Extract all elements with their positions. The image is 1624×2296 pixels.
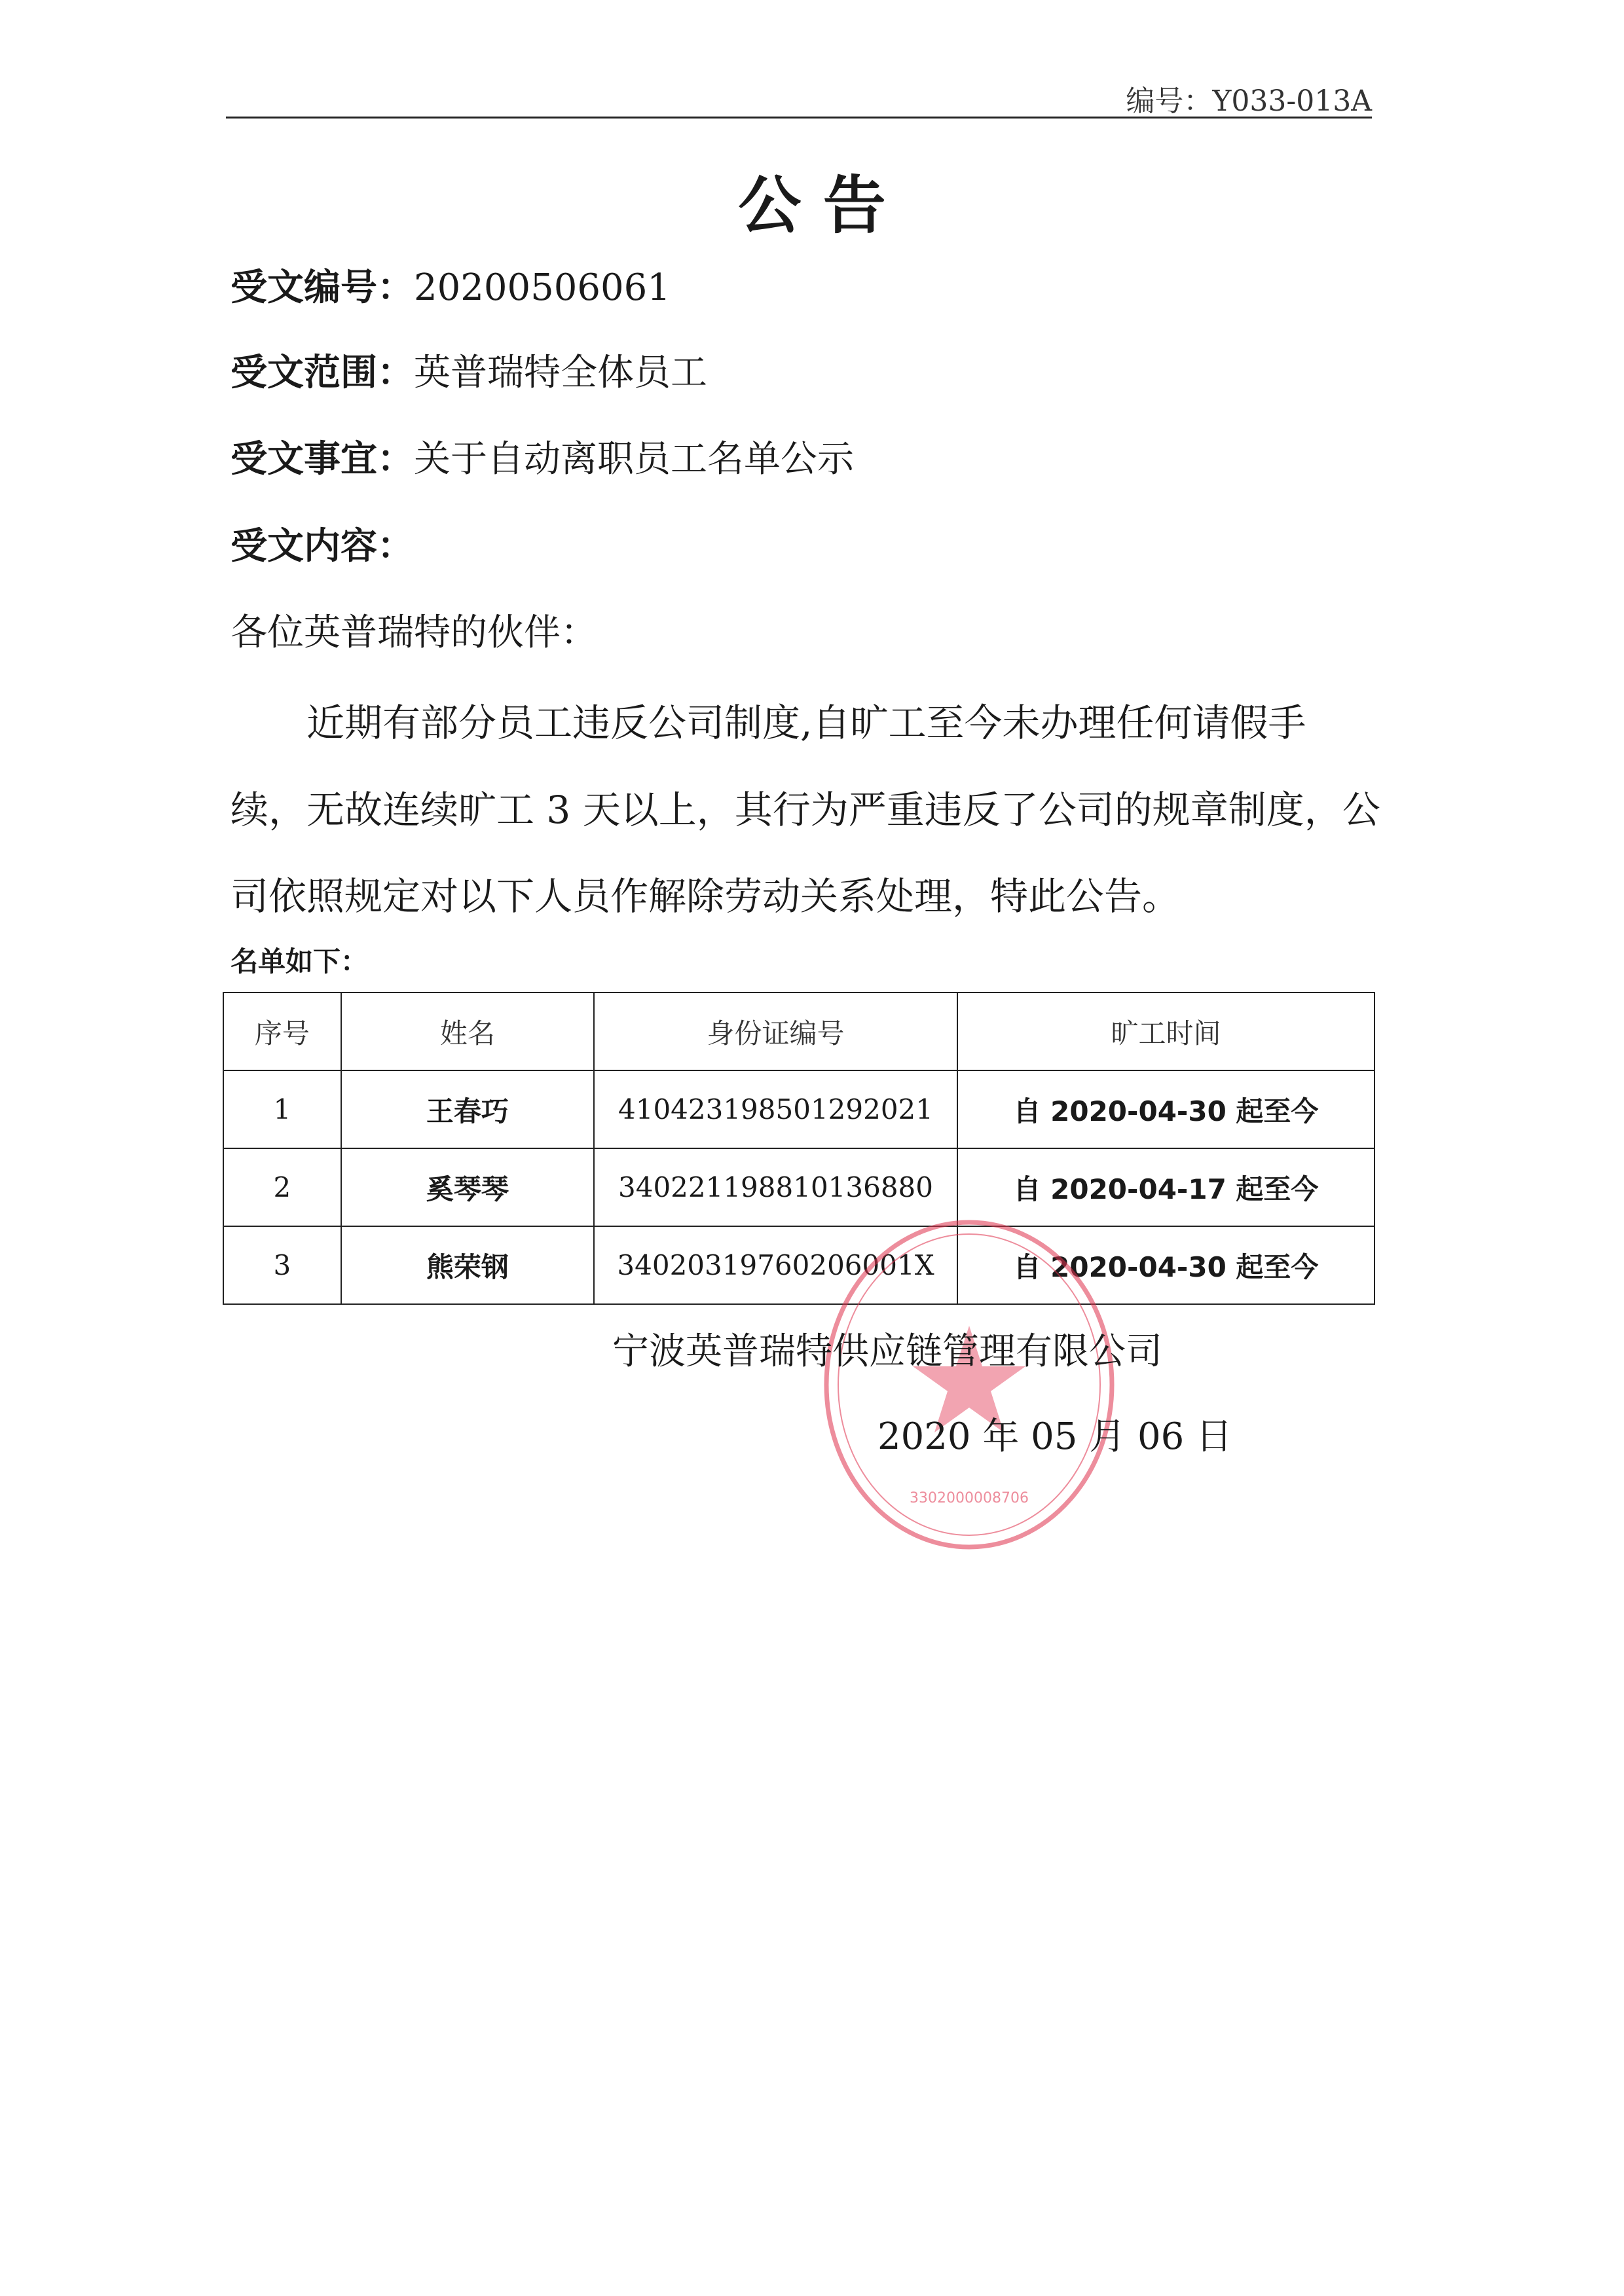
greeting: 各位英普瑞特的伙伴： (231, 611, 597, 654)
page-title: 公 告 (738, 169, 886, 242)
cell-id: 34020319760206001X (594, 1226, 957, 1304)
list-title: 名单如下： (231, 945, 369, 977)
cell-no: 3 (223, 1226, 341, 1304)
doc-number-label: 受文编号： (231, 266, 414, 309)
header-id: 身份证编号 (594, 993, 957, 1070)
paragraph-line: 近期有部分员工违反公司制度,自旷工至今未办理任何请假手 (306, 701, 1306, 745)
doc-content-label: 受文内容： (231, 525, 414, 568)
dismissal-table (223, 992, 1375, 1305)
paragraph-line: 续，无故连续旷工 3 天以上，其行为严重违反了公司的规章制度，公 (231, 788, 1380, 832)
cell-name: 熊荣钢 (341, 1226, 594, 1304)
seal-code: 3302000008706 (910, 1490, 1029, 1506)
document-code: 编号：Y033-013A (1126, 84, 1372, 118)
doc-subject-value: 关于自动离职员工名单公示 (414, 438, 854, 481)
cell-period: 自 2020-04-30 起至今 (957, 1070, 1375, 1148)
issuer-company: 宁波英普瑞特供应链管理有限公司 (612, 1330, 1162, 1373)
doc-scope-label: 受文范围： (231, 352, 414, 394)
company-seal-icon (819, 1214, 1120, 1555)
header-rule (226, 117, 1372, 118)
table-row (223, 1226, 1375, 1304)
cell-period: 自 2020-04-30 起至今 (957, 1226, 1375, 1304)
cell-no: 2 (223, 1148, 341, 1226)
doc-content-row (231, 517, 414, 570)
cell-no: 1 (223, 1070, 341, 1148)
table-header-row (223, 993, 1375, 1070)
doc-number-row (231, 259, 671, 311)
header-no: 序号 (223, 993, 341, 1070)
doc-scope-value: 英普瑞特全体员工 (414, 352, 707, 394)
doc-scope-row (231, 344, 707, 396)
cell-period: 自 2020-04-17 起至今 (957, 1148, 1375, 1226)
table-row (223, 1148, 1375, 1226)
table-row (223, 1070, 1375, 1148)
header-name: 姓名 (341, 993, 594, 1070)
cell-id: 410423198501292021 (594, 1070, 957, 1148)
doc-number-value: 20200506061 (414, 266, 671, 309)
doc-subject-row (231, 430, 854, 483)
doc-subject-label: 受文事宜： (231, 438, 414, 481)
cell-name: 王春巧 (341, 1070, 594, 1148)
cell-name: 奚琴琴 (341, 1148, 594, 1226)
issue-date: 2020 年 05 月 06 日 (877, 1415, 1233, 1458)
cell-id: 340221198810136880 (594, 1148, 957, 1226)
paragraph-line: 司依照规定对以下人员作解除劳动关系处理，特此公告。 (231, 874, 1181, 919)
header-period: 旷工时间 (957, 993, 1375, 1070)
